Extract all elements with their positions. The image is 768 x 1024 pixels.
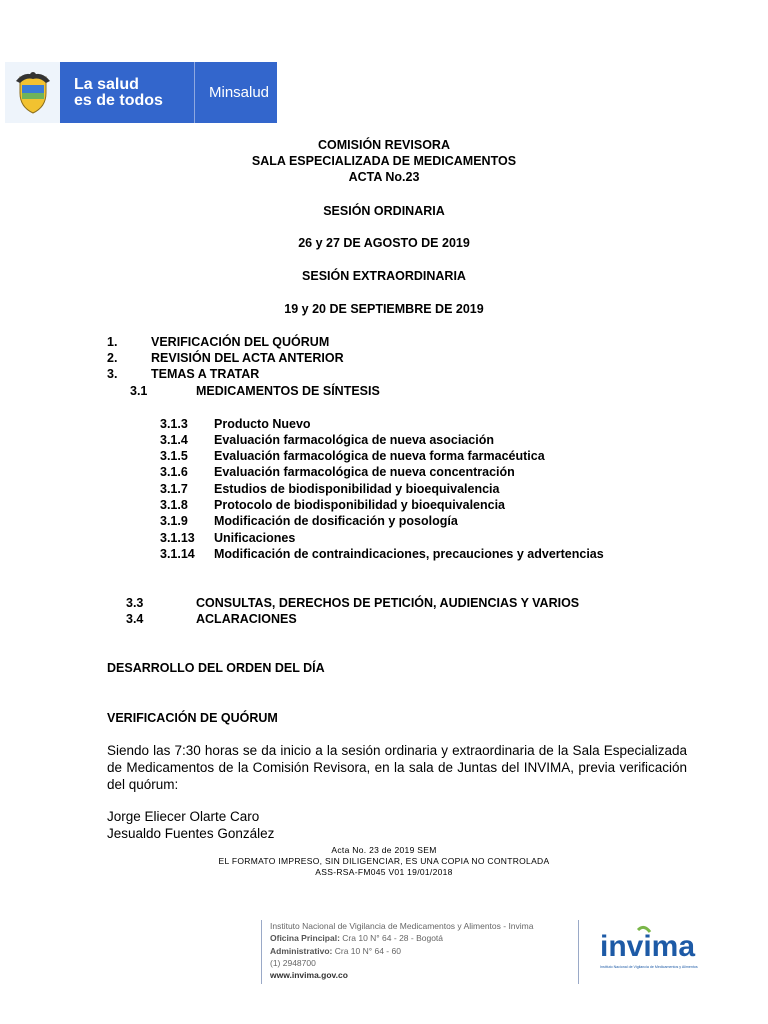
subitem-num: 3.1.9: [160, 514, 188, 528]
invima-logo-subtitle: Instituto Nacional de Vigilancia de Medicamentos y Alimentos: [600, 965, 698, 969]
agenda-num: 2.: [107, 351, 118, 365]
subitem-num: 3.1.4: [160, 433, 188, 447]
member-name: Jorge Eliecer Olarte Caro: [107, 809, 260, 824]
subitem-num: 3.1.7: [160, 482, 188, 496]
session-ordinary-date: 26 y 27 DE AGOSTO DE 2019: [298, 236, 470, 250]
institution-name: Instituto Nacional de Vigilancia de Medicamentos y Alimentos - Invima: [270, 921, 534, 931]
session-extraordinary-date: 19 y 20 DE SEPTIEMBRE DE 2019: [284, 302, 484, 316]
desarrollo-heading: DESARROLLO DEL ORDEN DEL DÍA: [107, 661, 325, 675]
footer-divider: [578, 920, 579, 984]
agenda-text: REVISIÓN DEL ACTA ANTERIOR: [151, 351, 344, 365]
minsalud-logo: [5, 62, 277, 123]
office-address: Cra 10 N° 64 - 28 - Bogotá: [342, 933, 444, 944]
subitem-num: 3.1.13: [160, 531, 195, 545]
subitem-text: Evaluación farmacológica de nueva forma farmacéutica: [214, 449, 545, 463]
section-3-1-text: MEDICAMENTOS DE SÍNTESIS: [196, 384, 380, 398]
member-name: Jesualdo Fuentes González: [107, 826, 275, 841]
section-3-1-num: 3.1: [130, 384, 148, 398]
section-3-3-num: 3.3: [126, 596, 144, 610]
website-link[interactable]: www.invima.gov.co: [270, 970, 348, 981]
section-3-3-text: CONSULTAS, DERECHOS DE PETICIÓN, AUDIENCIAS Y VARIOS: [196, 596, 580, 610]
verificacion-heading: VERIFICACIÓN DE QUÓRUM: [107, 711, 278, 725]
agenda-num: 1.: [107, 335, 118, 349]
session-ordinary: SESIÓN ORDINARIA: [323, 204, 445, 218]
footer-disclaimer: EL FORMATO IMPRESO, SIN DILIGENCIAR, ES UNA COPIA NO CONTROLADA: [218, 856, 550, 866]
brand-name: Minsalud: [209, 84, 270, 101]
invima-logo: [600, 924, 720, 974]
subitem-text: Unificaciones: [214, 531, 296, 545]
office-label: Oficina Principal:: [270, 933, 340, 944]
section-3-4-num: 3.4: [126, 612, 144, 626]
quorum-paragraph: Siendo las 7:30 horas se da inicio a la sesión ordinaria y extraordinaria de la Sala Especializada de Medicamentos de la Comisión Revisora, en la sala de Juntas del INVIMA, previa verificación del quórum:: [107, 743, 687, 792]
agenda-text: VERIFICACIÓN DEL QUÓRUM: [151, 335, 330, 349]
admin-label: Administrativo:: [270, 945, 333, 956]
agenda-text: TEMAS A TRATAR: [151, 367, 260, 381]
slogan-line-1: La salud: [74, 75, 139, 93]
admin-address: Cra 10 N° 64 - 60: [334, 945, 401, 956]
phone-number: (1) 2948700: [270, 957, 316, 968]
subitem-text: Evaluación farmacológica de nueva asociación: [214, 433, 494, 447]
agenda-num: 3.: [107, 367, 118, 381]
footer-divider: [261, 920, 262, 984]
subitem-text: Producto Nuevo: [214, 417, 311, 431]
title-line-2: SALA ESPECIALIZADA DE MEDICAMENTOS: [251, 154, 517, 168]
title-line-1: COMISIÓN REVISORA: [318, 138, 450, 152]
subitem-text: Modificación de contraindicaciones, precauciones y advertencias: [214, 547, 604, 561]
subitem-num: 3.1.8: [160, 498, 188, 512]
coat-of-arms-icon: [5, 62, 60, 123]
invima-logo-text: invima: [600, 930, 696, 963]
subitem-text: Evaluación farmacológica de nueva concentración: [214, 465, 515, 479]
session-extraordinary: SESIÓN EXTRAORDINARIA: [302, 269, 466, 283]
subitem-num: 3.1.3: [160, 417, 188, 431]
subitem-text: Modificación de dosificación y posología: [214, 514, 458, 528]
subitem-text: Protocolo de biodisponibilidad y bioequivalencia: [214, 498, 506, 512]
footer-code: ASS-RSA-FM045 V01 19/01/2018: [315, 867, 453, 877]
subitem-text: Estudios de biodisponibilidad y bioequivalencia: [214, 482, 500, 496]
footer-acta: Acta No. 23 de 2019 SEM: [331, 845, 437, 855]
subitem-num: 3.1.5: [160, 449, 188, 463]
slogan-line-2: es de todos: [74, 91, 163, 109]
subitem-num: 3.1.14: [160, 547, 195, 561]
institution-info: [270, 920, 533, 981]
section-3-4-text: ACLARACIONES: [196, 612, 297, 626]
subitem-num: 3.1.6: [160, 465, 188, 479]
title-line-3: ACTA No.23: [348, 170, 420, 184]
